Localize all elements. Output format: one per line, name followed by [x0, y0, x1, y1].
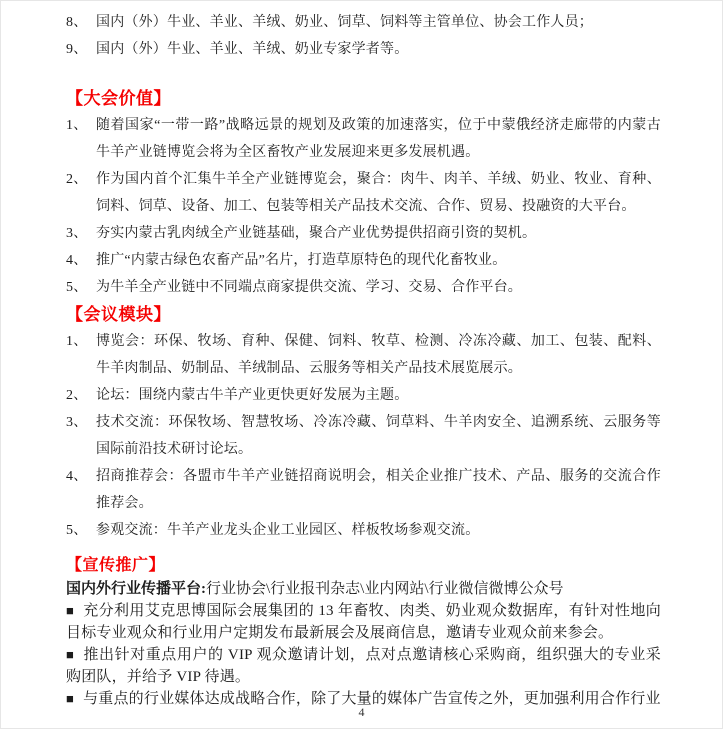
- platform-label: 国内外行业传播平台:: [66, 581, 206, 597]
- item-text: 国内（外）牛业、羊业、羊绒、奶业、饲草、饲料等主管单位、协会工作人员；: [96, 15, 593, 30]
- item-number: 1、: [66, 334, 88, 349]
- promo-bullet-2: [66, 644, 661, 688]
- item-number: 3、: [66, 226, 88, 241]
- bullet-text: 充分利用艾克思博国际会展集团的 13 年畜牧、肉类、奶业观众数据库，有针对性地向目标专业观众和行业用户定期发布最新展会及展商信息，邀请专业观众前来参会。: [66, 603, 661, 641]
- item-text: 为牛羊全产业链中不同端点商家提供交流、学习、交易、合作平台。: [96, 280, 522, 295]
- item-number: 5、: [66, 280, 88, 295]
- section-title-conference-value: 【大会价值】: [66, 89, 171, 108]
- page-number: 4: [358, 705, 365, 719]
- item-text: 随着国家“一带一路”战略远景的规划及政策的加速落实，位于中蒙俄经济走廊带的内蒙古牛羊产业链博览会将为全区畜牧产业发展迎来更多发展机遇。: [96, 118, 661, 160]
- intro-item-9: [66, 36, 661, 63]
- item-number: 4、: [66, 253, 88, 268]
- value-item-5: [66, 274, 661, 301]
- module-item-3: [66, 409, 661, 463]
- value-item-3: [66, 220, 661, 247]
- item-text: 招商推荐会：各盟市牛羊产业链招商说明会，相关企业推广技术、产品、服务的交流合作推荐会。: [96, 469, 661, 511]
- item-text: 论坛：围绕内蒙古牛羊产业更快更好发展为主题。: [96, 388, 409, 403]
- module-item-1: [66, 328, 661, 382]
- bullet-text: 推出针对重点用户的 VIP 观众邀请计划，点对点邀请核心采购商，组织强大的专业采购团队，并给予 VIP 待遇。: [66, 647, 661, 685]
- promo-bullet-1: [66, 600, 661, 644]
- item-number: 4、: [66, 469, 88, 484]
- item-number: 1、: [66, 118, 88, 133]
- item-text: 博览会：环保、牧场、育种、保健、饲料、牧草、检测、冷冻冷藏、加工、包装、配料、牛羊肉制品、奶制品、羊绒制品、云服务等相关产品技术展览展示。: [96, 334, 661, 376]
- value-item-1: [66, 112, 661, 166]
- square-bullet-icon: ■: [66, 647, 75, 662]
- item-number: 3、: [66, 415, 88, 430]
- bullet-text: 与重点的行业媒体达成战略合作，除了大量的媒体广告宣传之外，更加强利用合作行业: [83, 691, 661, 707]
- module-item-5: [66, 517, 661, 544]
- item-text: 参观交流：牛羊产业龙头企业工业园区、样板牧场参观交流。: [96, 523, 480, 538]
- section-title-conference-modules: 【会议模块】: [66, 305, 171, 324]
- square-bullet-icon: ■: [66, 603, 75, 618]
- item-number: 8、: [66, 15, 88, 30]
- section-title-promotion: 【宣传推广】: [66, 557, 166, 574]
- intro-item-8: [66, 9, 661, 36]
- value-item-4: [66, 247, 661, 274]
- item-number: 2、: [66, 388, 88, 403]
- item-number: 2、: [66, 172, 88, 187]
- module-item-2: [66, 382, 661, 409]
- module-item-4: [66, 463, 661, 517]
- item-text: 推广“内蒙古绿色农畜产品”名片，打造草原特色的现代化畜牧业。: [96, 253, 507, 268]
- value-item-2: [66, 166, 661, 220]
- square-bullet-icon: ■: [66, 691, 75, 706]
- item-text: 作为国内首个汇集牛羊全产业链博览会，聚合：肉牛、肉羊、羊绒、奶业、牧业、育种、饲料、饲草、设备、加工、包装等相关产品技术交流、合作、贸易、投融资的大平台。: [96, 172, 661, 214]
- document-content: [66, 9, 661, 710]
- item-text: 国内（外）牛业、羊业、羊绒、奶业专家学者等。: [96, 42, 409, 57]
- platform-line: [66, 578, 661, 600]
- platform-text: 行业协会\行业报刊杂志\业内网站\行业微信微博公众号: [206, 581, 564, 597]
- item-text: 技术交流：环保牧场、智慧牧场、冷冻冷藏、饲草料、牛羊肉安全、追溯系统、云服务等国际前沿技术研讨论坛。: [96, 415, 661, 457]
- item-number: 9、: [66, 42, 88, 57]
- item-number: 5、: [66, 523, 88, 538]
- item-text: 夯实内蒙古乳肉绒全产业链基础，聚合产业优势提供招商引资的契机。: [96, 226, 537, 241]
